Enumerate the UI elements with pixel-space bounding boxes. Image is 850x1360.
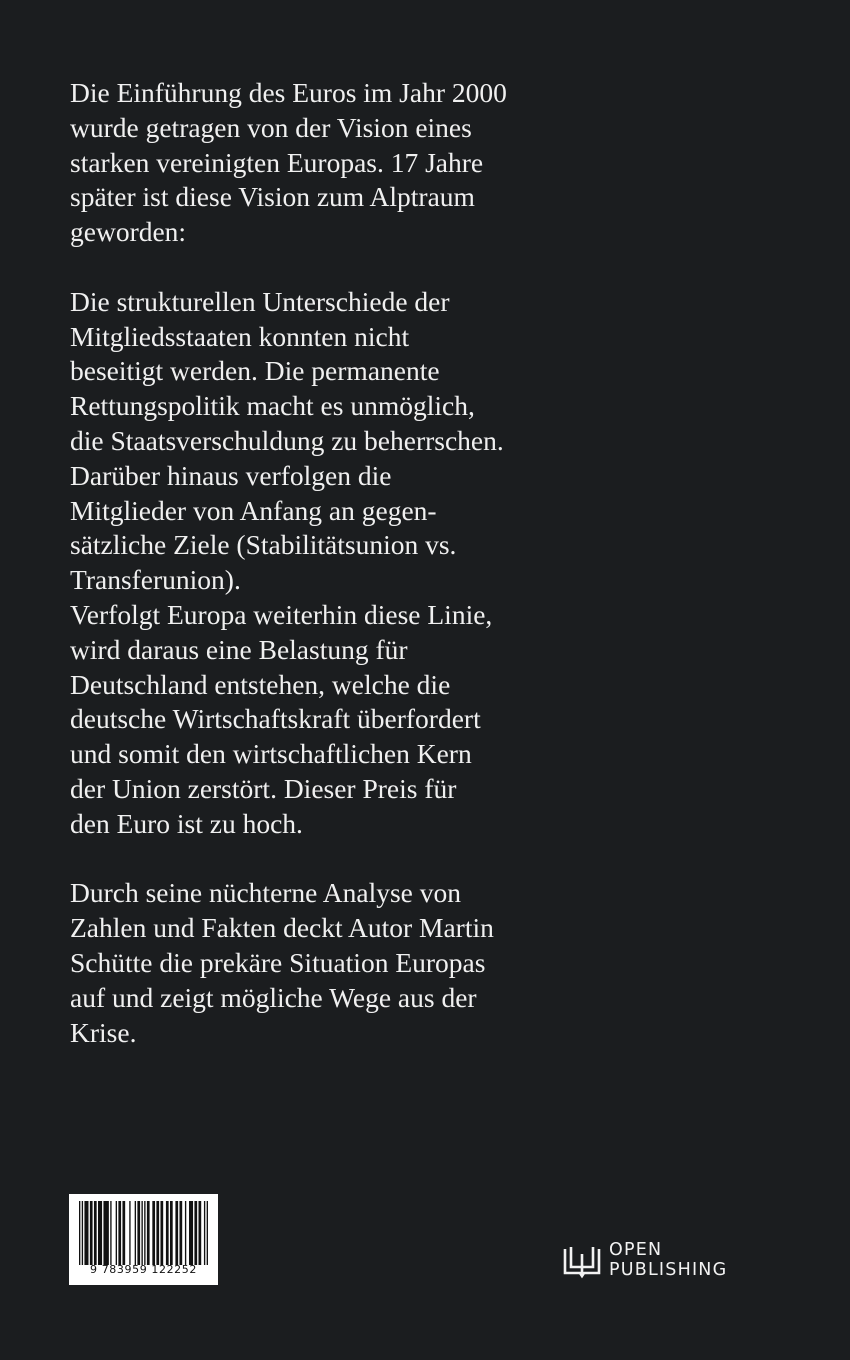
barcode-bars xyxy=(79,1201,208,1265)
text-line: der Union zerstört. Dieser Preis für xyxy=(70,772,457,804)
isbn-barcode xyxy=(69,1194,218,1285)
text-line: Schütte die prekäre Situation Europas xyxy=(70,946,486,978)
blurb-text xyxy=(70,76,790,1050)
barcode-bar xyxy=(137,1201,140,1265)
text-line: starken vereinigten Europas. 17 Jahre xyxy=(70,146,484,178)
text-line: wird daraus eine Belastung für xyxy=(70,633,408,665)
text-line: Durch seine nüchterne Analyse von xyxy=(70,877,461,909)
barcode-bar xyxy=(110,1201,111,1265)
barcode-bar xyxy=(160,1201,163,1265)
text-line: und somit den wirtschaftlichen Kern xyxy=(70,738,472,770)
barcode-bar xyxy=(194,1201,197,1265)
barcode-bar xyxy=(144,1201,145,1265)
text-line: Rettungspolitik macht es unmöglich, xyxy=(70,390,475,422)
barcode-bar xyxy=(98,1201,102,1265)
barcode-bar xyxy=(122,1201,125,1265)
barcode-bar xyxy=(141,1201,142,1265)
open-book-icon xyxy=(563,1245,601,1279)
paragraph-gap xyxy=(70,250,790,285)
barcode-bar xyxy=(152,1201,155,1265)
barcode-bar xyxy=(207,1201,208,1265)
text-line: Mitgliedsstaaten konnten nicht xyxy=(70,320,410,352)
barcode-bar xyxy=(118,1201,121,1265)
barcode-bar xyxy=(90,1201,93,1265)
text-line: auf und zeigt mögliche Wege aus der xyxy=(70,981,477,1013)
isbn-number: 9 783959 122252 xyxy=(90,1263,197,1276)
text-line: sätzliche Ziele (Stabilitätsunion vs. xyxy=(70,529,457,561)
barcode-bar xyxy=(156,1201,159,1265)
text-line: Die strukturellen Unterschiede der xyxy=(70,285,450,317)
barcode-bar xyxy=(189,1201,193,1265)
barcode-bar xyxy=(82,1201,83,1265)
paragraph-gap xyxy=(70,842,790,877)
text-line: Transferunion). xyxy=(70,564,241,596)
barcode-bar xyxy=(175,1201,178,1265)
blurb-paragraph-3 xyxy=(70,876,790,1050)
barcode-bar xyxy=(129,1201,130,1265)
publisher-name-line-2: PUBLISHING xyxy=(609,1260,728,1280)
barcode-bar xyxy=(198,1201,201,1265)
barcode-bar xyxy=(179,1201,182,1265)
barcode-bar xyxy=(170,1201,173,1265)
barcode-bar xyxy=(79,1201,80,1265)
text-line: Deutschland entstehen, welche die xyxy=(70,668,451,700)
text-line: deutsche Wirtschaftskraft überfordert xyxy=(70,703,481,735)
barcode-bar xyxy=(103,1201,108,1265)
barcode-bar xyxy=(204,1201,205,1265)
publisher-name-line-1: OPEN xyxy=(609,1240,663,1260)
text-line: beseitigt werden. Die permanente xyxy=(70,355,440,387)
blurb-paragraph-1 xyxy=(70,76,790,250)
text-line: geworden: xyxy=(70,216,187,248)
barcode-bar xyxy=(84,1201,88,1265)
text-line: später ist diese Vision zum Alptraum xyxy=(70,181,475,213)
text-line: den Euro ist zu hoch. xyxy=(70,807,303,839)
barcode-bar xyxy=(147,1201,150,1265)
barcode-bar xyxy=(116,1201,117,1265)
text-line: Mitglieder von Anfang an gegen- xyxy=(70,494,437,526)
barcode-bar xyxy=(94,1201,97,1265)
barcode-bar xyxy=(166,1201,169,1265)
text-line: Zahlen und Fakten deckt Autor Martin xyxy=(70,912,494,944)
barcode-bar xyxy=(135,1201,136,1265)
publisher-logo xyxy=(563,1240,773,1288)
text-line: wurde getragen von der Vision eines xyxy=(70,111,472,143)
barcode-bar xyxy=(185,1201,186,1265)
text-line: die Staatsverschuldung zu beherrschen. xyxy=(70,424,504,456)
blurb-paragraph-2 xyxy=(70,285,790,842)
text-line: Die Einführung des Euros im Jahr 2000 xyxy=(70,77,507,108)
publisher-name xyxy=(609,1240,727,1280)
text-line: Krise. xyxy=(70,1016,137,1048)
text-line: Darüber hinaus verfolgen die xyxy=(70,459,392,491)
text-line: Verfolgt Europa weiterhin diese Linie, xyxy=(70,598,493,630)
